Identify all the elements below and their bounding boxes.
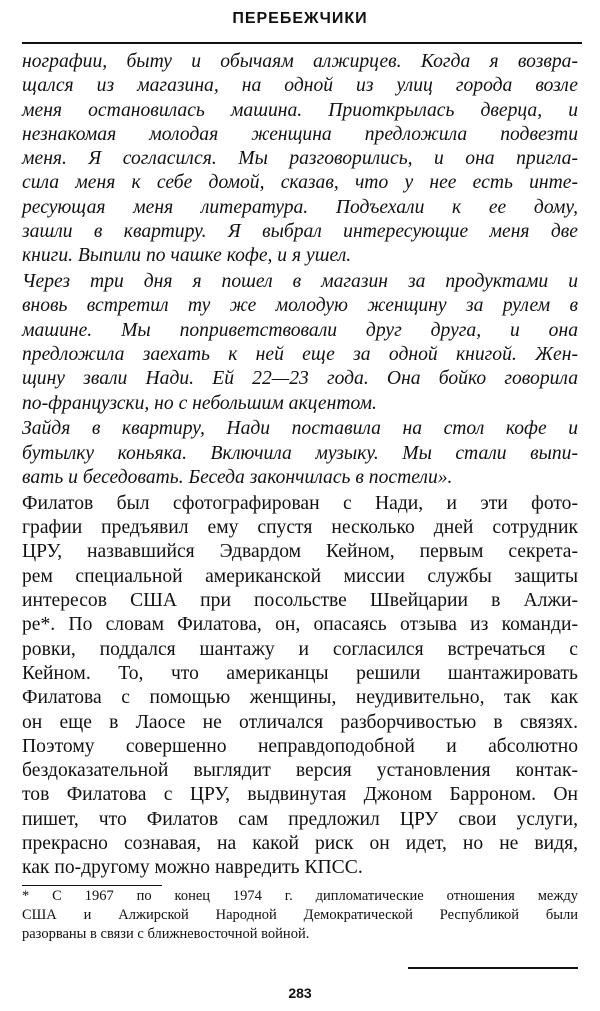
text-line: вать и беседовать. Беседа закончилась в постели». (22, 467, 453, 489)
footnote (22, 887, 578, 944)
text-line: книги. Выпили по чашке кофе, и я ушел. (22, 245, 352, 267)
text-line: как по-другому можно навредить КПСС. (22, 857, 363, 879)
footnote-line: разорваны в связи с ближневосточной войной. (22, 926, 310, 942)
text-line: интересов США при посольстве Швейцарии в Алжи- (22, 590, 578, 612)
quote-paragraph-1 (22, 50, 578, 269)
text-line: ЦРУ, назвавшийся Эдвардом Кейном, первым секрета- (22, 541, 578, 563)
text-line: Зайдя в квартиру, Нади поставила на стол кофе и (22, 418, 578, 440)
text-line: ровки, поддался шантажу и согласился встречаться с (22, 638, 578, 660)
text-line: бездоказательной выглядит версия установления контак- (22, 760, 578, 782)
text-line: Филатова с помощью женщины, неудивительно, так как (22, 687, 578, 709)
quote-paragraph-3 (22, 417, 578, 490)
text-line: Филатов был сфотографирован с Нади, и эти фото- (22, 492, 578, 514)
text-line: предложила заехать к ней еще за одной книгой. Жен- (22, 344, 578, 366)
text-line: тов Филатова с ЦРУ, выдвинутая Джоном Барроном. Он (22, 784, 578, 806)
footnote-line: США и Алжирской Народной Демократической Республикой были (22, 907, 578, 923)
text-line: Через три дня я пошел в магазин за продуктами и (22, 271, 578, 293)
quote-paragraph-2 (22, 270, 578, 416)
header-rule (22, 42, 582, 44)
text-line: Кейном. То, что американцы решили шантажировать (22, 662, 578, 684)
text-line: пишет, что Филатов сам предложил ЦРУ свои услуги, (22, 808, 578, 830)
text-line: бутылку коньяка. Включила музыку. Мы стали выпи- (22, 442, 578, 464)
text-line: щался из магазина, на одной из улиц города возле (22, 75, 578, 97)
text-line: рем специальной американской миссии службы защиты (22, 565, 578, 587)
text-line: по-французски, но с небольшим акцентом. (22, 392, 377, 414)
text-line: прекрасно сознавая, на какой риск он идет, но не видя, (22, 833, 578, 854)
text-line: машине. Мы поприветствовали друг друга, и она (22, 319, 578, 341)
text-line: сила меня к себе домой, сказав, что у нее есть инте- (22, 172, 578, 194)
page-body (22, 50, 578, 881)
text-line: щину звали Нади. Ей 22—23 года. Она бойко говорила (22, 368, 578, 390)
text-line: вновь встретил ту же молодую женщину за рулем в (22, 295, 578, 317)
text-line: графии предъявил ему спустя несколько дней сотрудник (22, 517, 578, 539)
body-paragraph (22, 492, 578, 881)
page-number: 283 (288, 985, 312, 1001)
text-line: незнакомая молодая женщина предложила подвезти (22, 123, 578, 145)
footnote-rule (22, 885, 162, 886)
text-line: он еще в Лаосе не отличался разборчивостью в связях. (22, 711, 578, 733)
footnote-line: * С 1967 по конец 1974 г. дипломатические отношения между (22, 888, 578, 904)
text-line: меня. Я согласился. Мы разговорились, и она пригла- (22, 148, 578, 170)
text-line: ре*. По словам Филатова, он, опасаясь отзыва из команди- (22, 614, 578, 636)
text-line: зашли в квартиру. Я выбрал интересующие меня две (22, 221, 578, 243)
text-line: меня остановилась машина. Приоткрылась дверца, и (22, 99, 578, 121)
text-line: ресующая меня литература. Подъехали к ее дому, (22, 196, 578, 218)
bottom-rule (408, 967, 578, 969)
running-header-title: ПЕРЕБЕЖЧИКИ (232, 10, 368, 27)
text-line: Поэтому совершенно неправдоподобной и абсолютно (22, 735, 578, 757)
text-line: нографии, быту и обычаям алжирцев. Когда я возвра- (22, 51, 578, 72)
